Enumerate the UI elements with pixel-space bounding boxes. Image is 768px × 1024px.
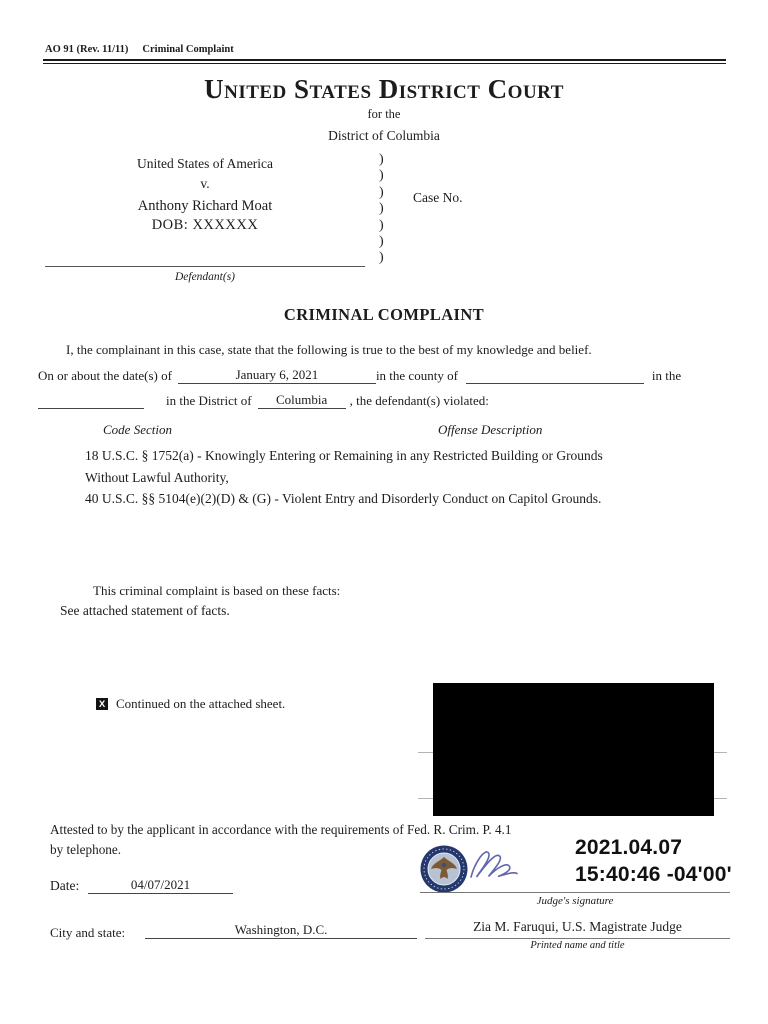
court-district: District of Columbia xyxy=(328,128,440,143)
redaction-box xyxy=(433,683,714,816)
printed-name-label: Printed name and title xyxy=(530,940,625,951)
district-label: in the District of xyxy=(166,393,252,408)
offense-date-field: January 6, 2021 xyxy=(178,366,376,384)
offense-list xyxy=(85,445,685,510)
offense-line: 40 U.S.C. §§ 5104(e)(2)(D) & (G) - Violent Entry and Disorderly Conduct on Capitol Grounds. xyxy=(85,491,602,507)
county-label: in the county of xyxy=(375,368,458,383)
date-county-row xyxy=(38,366,738,384)
offense-description-header: Offense Description xyxy=(438,422,543,437)
city-state-label: City and state: xyxy=(50,925,126,940)
continued-label: Continued on the attached sheet. xyxy=(116,696,286,711)
judge-printed-name: Zia M. Faruqui, U.S. Magistrate Judge xyxy=(425,919,730,939)
party-block xyxy=(45,156,365,234)
court-for-the: for the xyxy=(367,107,401,121)
offense-line: 18 U.S.C. § 1752(a) - Knowingly Entering or Remaining in any Restricted Building or Grounds xyxy=(85,448,603,463)
district-field: Columbia xyxy=(258,391,346,409)
printed-name-block xyxy=(425,919,730,951)
paren-glyph: ) xyxy=(379,250,384,266)
judge-signature-block xyxy=(420,892,730,907)
paren-glyph: ) xyxy=(379,201,384,217)
judge-signature-scribble-icon xyxy=(462,840,520,892)
court-title: United States District Court xyxy=(204,74,564,104)
defendant-signature-line xyxy=(45,266,365,267)
state-blank-field xyxy=(38,408,144,409)
paren-glyph: ) xyxy=(379,168,384,184)
plaintiff-name: United States of America xyxy=(136,156,274,171)
paren-glyph: ) xyxy=(379,234,384,250)
date-field: 04/07/2021 xyxy=(88,876,233,894)
digital-stamp-time: 15:40:46 -04'00' xyxy=(575,863,732,886)
complaint-intro: I, the complainant in this case, state that the following is true to the best of my knowledge and belief. xyxy=(66,342,592,357)
on-or-about-label: On or about the date(s) of xyxy=(38,368,172,383)
case-number-label: Case No. xyxy=(413,190,463,205)
judge-signature-label: Judge's signature xyxy=(536,895,614,907)
paren-glyph: ) xyxy=(379,217,384,233)
paren-glyph: ) xyxy=(379,152,384,167)
court-seal-icon xyxy=(420,845,468,893)
city-state-field: Washington, D.C. xyxy=(145,921,417,939)
offense-line: Without Lawful Authority, xyxy=(85,469,229,485)
facts-statement: See attached statement of facts. xyxy=(60,603,230,618)
form-number: AO 91 (Rev. 11/11) xyxy=(45,44,129,55)
facts-intro: This criminal complaint is based on these facts: xyxy=(93,583,341,598)
form-title: Criminal Complaint xyxy=(142,44,234,55)
defendant-name: Anthony Richard Moat xyxy=(137,198,273,214)
paren-glyph: ) xyxy=(379,184,384,200)
district-row xyxy=(38,391,489,409)
form-header xyxy=(45,44,234,55)
date-label: Date: xyxy=(50,878,80,893)
attestation-line-1: Attested to by the applicant in accordance with the requirements of Fed. R. Crim. P. 4.1 xyxy=(50,822,512,837)
digital-stamp-date: 2021.04.07 xyxy=(575,836,683,859)
in-the-label: in the xyxy=(651,368,682,383)
complaint-heading: CRIMINAL COMPLAINT xyxy=(283,305,485,324)
continued-checkbox: X xyxy=(96,698,108,710)
versus-label: v. xyxy=(200,176,210,191)
header-double-rule xyxy=(43,59,726,64)
continued-row xyxy=(96,696,285,712)
attestation-line-2: by telephone. xyxy=(50,842,122,857)
defendant-label: Defendant(s) xyxy=(174,271,236,283)
county-blank-field xyxy=(466,383,644,384)
caption-paren-column xyxy=(379,152,384,267)
code-section-header: Code Section xyxy=(103,422,172,437)
violated-label: , the defendant(s) violated: xyxy=(349,393,489,408)
defendant-dob: DOB: XXXXXX xyxy=(151,217,259,233)
